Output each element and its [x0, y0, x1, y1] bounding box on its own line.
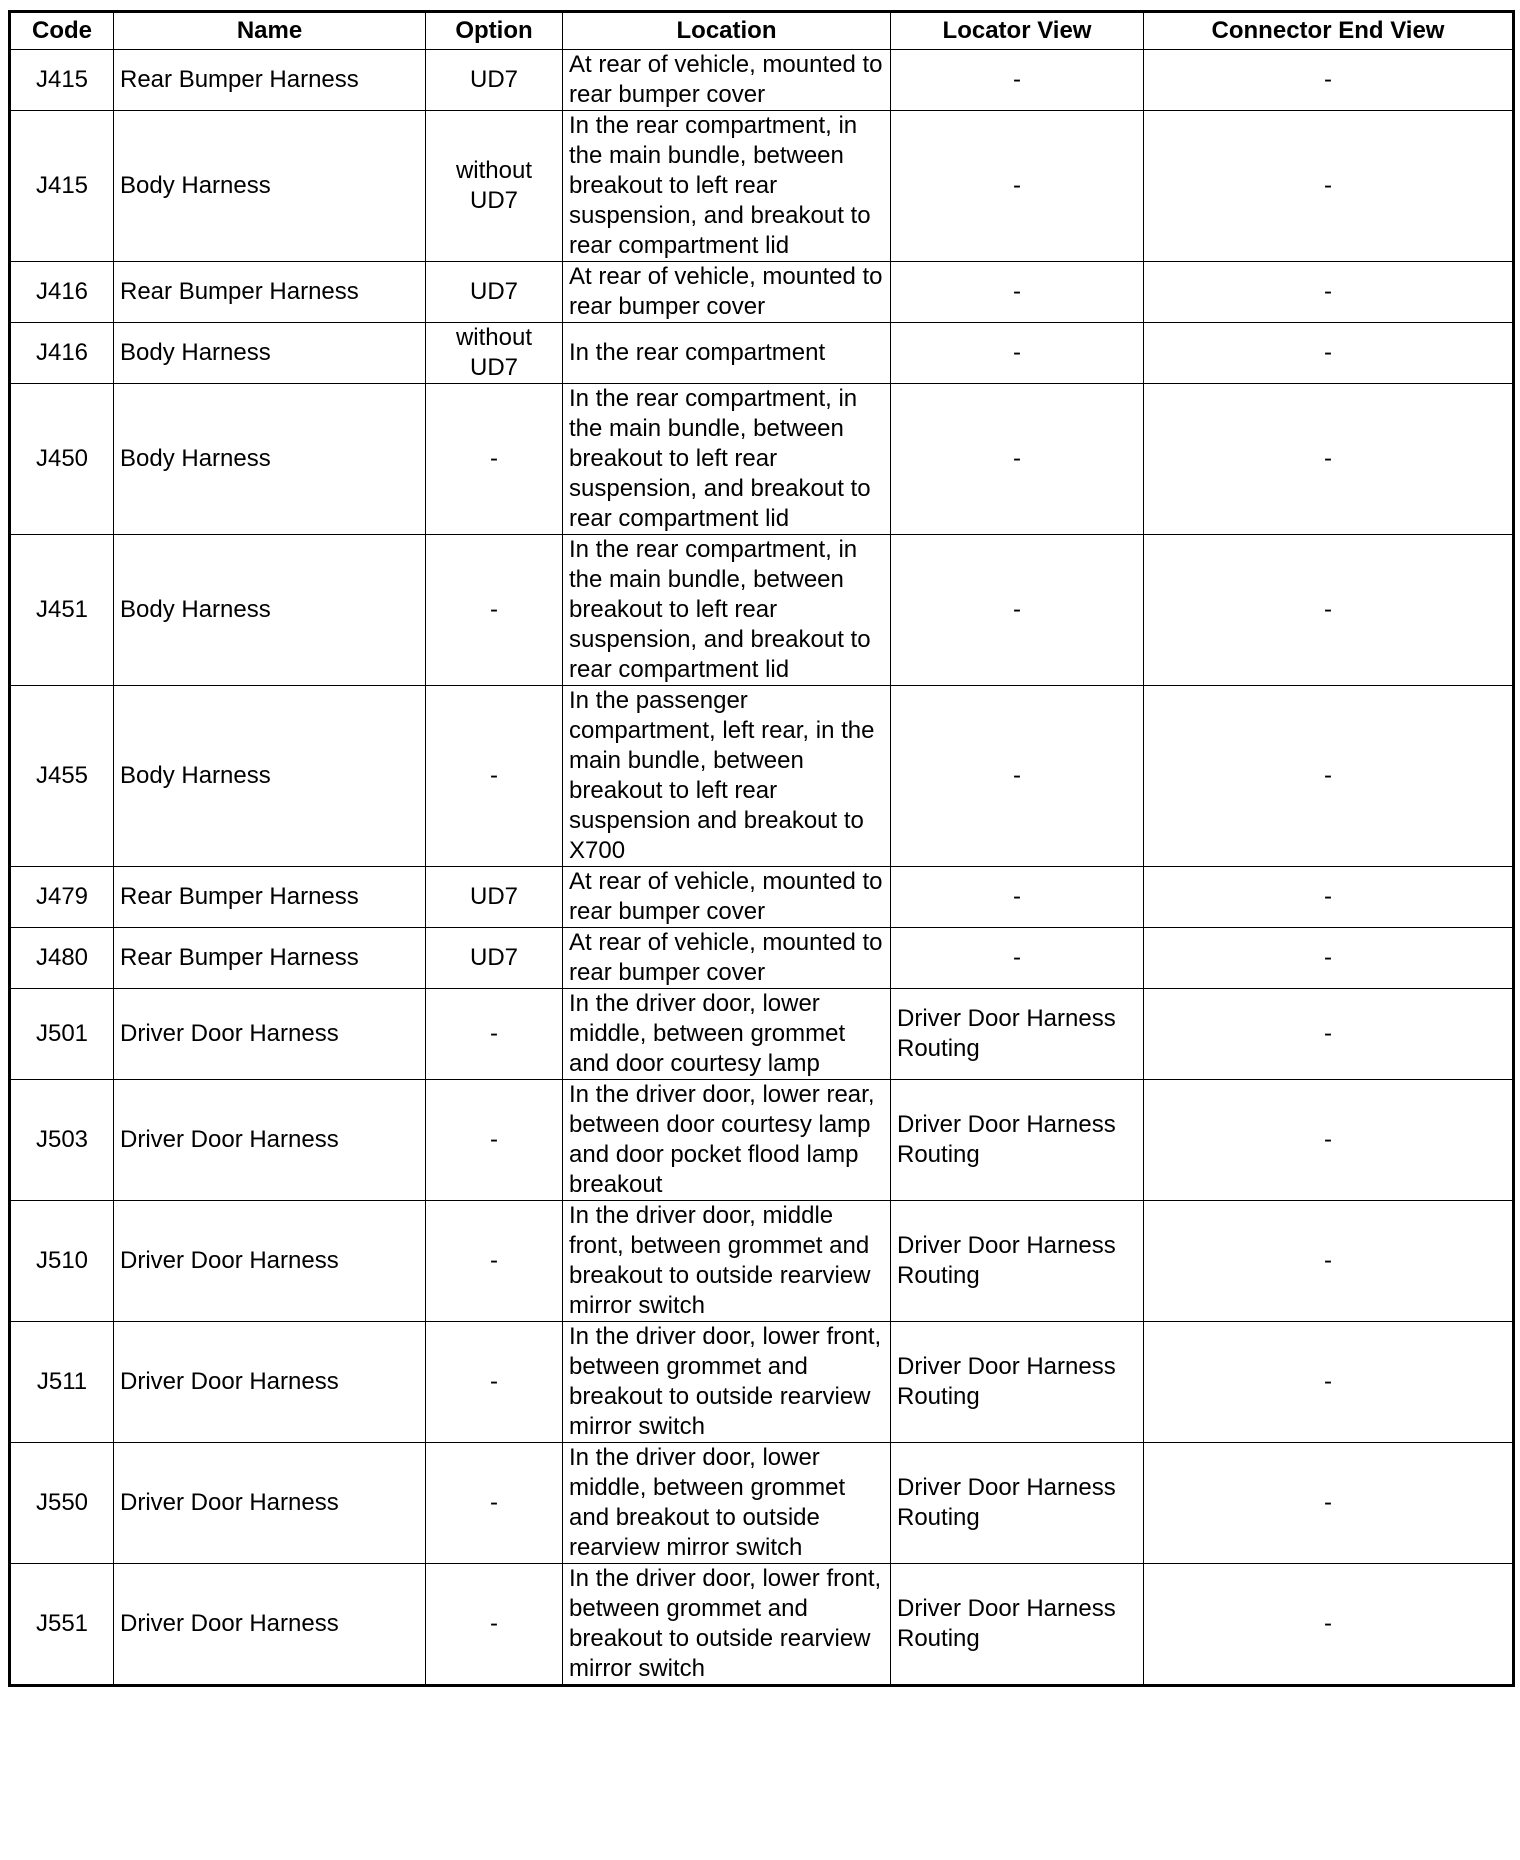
cell-location: At rear of vehicle, mounted to rear bumper cover	[563, 867, 891, 928]
cell-code: J550	[10, 1443, 114, 1564]
table-row	[10, 1201, 1514, 1322]
cell-connector-end-view: -	[1144, 262, 1514, 323]
cell-location: In the rear compartment, in the main bundle, between breakout to left rear suspension, and breakout to rear compartment lid	[563, 111, 891, 262]
cell-option: -	[426, 1322, 563, 1443]
cell-code: J450	[10, 384, 114, 535]
header-name: Name	[114, 12, 426, 50]
header-option: Option	[426, 12, 563, 50]
cell-option: UD7	[426, 928, 563, 989]
table-row	[10, 262, 1514, 323]
header-location: Location	[563, 12, 891, 50]
cell-connector-end-view: -	[1144, 989, 1514, 1080]
table-row	[10, 1564, 1514, 1686]
cell-locator-view: -	[891, 867, 1144, 928]
cell-option: -	[426, 1080, 563, 1201]
cell-locator-view: -	[891, 686, 1144, 867]
table-row	[10, 384, 1514, 535]
cell-option: -	[426, 384, 563, 535]
cell-code: J451	[10, 535, 114, 686]
header-code: Code	[10, 12, 114, 50]
cell-location: In the rear compartment	[563, 323, 891, 384]
cell-code: J511	[10, 1322, 114, 1443]
cell-connector-end-view: -	[1144, 928, 1514, 989]
header-connector-end-view: Connector End View	[1144, 12, 1514, 50]
cell-name: Rear Bumper Harness	[114, 262, 426, 323]
cell-connector-end-view: -	[1144, 384, 1514, 535]
cell-code: J480	[10, 928, 114, 989]
cell-locator-view: -	[891, 535, 1144, 686]
table-row	[10, 535, 1514, 686]
cell-locator-view: -	[891, 323, 1144, 384]
cell-code: J415	[10, 50, 114, 111]
table-row	[10, 1080, 1514, 1201]
cell-locator-view: -	[891, 928, 1144, 989]
cell-name: Rear Bumper Harness	[114, 928, 426, 989]
cell-location: In the rear compartment, in the main bundle, between breakout to left rear suspension, and breakout to rear compartment lid	[563, 384, 891, 535]
table-row	[10, 867, 1514, 928]
cell-location: In the driver door, middle front, between grommet and breakout to outside rearview mirror switch	[563, 1201, 891, 1322]
table-row	[10, 928, 1514, 989]
cell-name: Driver Door Harness	[114, 1322, 426, 1443]
cell-option: UD7	[426, 867, 563, 928]
cell-locator-view: Driver Door Harness Routing	[891, 1443, 1144, 1564]
cell-name: Body Harness	[114, 384, 426, 535]
cell-locator-view: Driver Door Harness Routing	[891, 1322, 1144, 1443]
cell-option: -	[426, 989, 563, 1080]
cell-option: without UD7	[426, 323, 563, 384]
cell-connector-end-view: -	[1144, 1322, 1514, 1443]
cell-name: Body Harness	[114, 686, 426, 867]
cell-connector-end-view: -	[1144, 686, 1514, 867]
cell-connector-end-view: -	[1144, 323, 1514, 384]
cell-locator-view: Driver Door Harness Routing	[891, 1080, 1144, 1201]
cell-name: Driver Door Harness	[114, 1564, 426, 1686]
table-row	[10, 1322, 1514, 1443]
table-body	[10, 50, 1514, 1686]
cell-locator-view: Driver Door Harness Routing	[891, 1201, 1144, 1322]
cell-code: J455	[10, 686, 114, 867]
cell-locator-view: -	[891, 384, 1144, 535]
cell-code: J415	[10, 111, 114, 262]
cell-connector-end-view: -	[1144, 535, 1514, 686]
cell-option: -	[426, 686, 563, 867]
cell-location: In the rear compartment, in the main bundle, between breakout to left rear suspension, and breakout to rear compartment lid	[563, 535, 891, 686]
cell-option: without UD7	[426, 111, 563, 262]
header-row	[10, 12, 1514, 50]
cell-location: At rear of vehicle, mounted to rear bumper cover	[563, 50, 891, 111]
table-row	[10, 323, 1514, 384]
cell-location: In the driver door, lower middle, between grommet and breakout to outside rearview mirror switch	[563, 1443, 891, 1564]
table-row	[10, 1443, 1514, 1564]
cell-code: J510	[10, 1201, 114, 1322]
cell-connector-end-view: -	[1144, 50, 1514, 111]
cell-name: Body Harness	[114, 111, 426, 262]
cell-location: At rear of vehicle, mounted to rear bumper cover	[563, 928, 891, 989]
cell-name: Driver Door Harness	[114, 1080, 426, 1201]
cell-name: Rear Bumper Harness	[114, 867, 426, 928]
cell-code: J551	[10, 1564, 114, 1686]
cell-locator-view: -	[891, 50, 1144, 111]
cell-location: In the driver door, lower front, between grommet and breakout to outside rearview mirror switch	[563, 1564, 891, 1686]
table-row	[10, 989, 1514, 1080]
cell-option: -	[426, 1564, 563, 1686]
cell-locator-view: Driver Door Harness Routing	[891, 989, 1144, 1080]
cell-connector-end-view: -	[1144, 1443, 1514, 1564]
cell-connector-end-view: -	[1144, 1201, 1514, 1322]
table-row	[10, 686, 1514, 867]
cell-option: -	[426, 535, 563, 686]
cell-name: Body Harness	[114, 323, 426, 384]
cell-option: -	[426, 1443, 563, 1564]
cell-locator-view: -	[891, 111, 1144, 262]
cell-location: In the driver door, lower rear, between door courtesy lamp and door pocket flood lamp breakout	[563, 1080, 891, 1201]
connector-table-container	[8, 10, 1512, 1687]
cell-name: Driver Door Harness	[114, 989, 426, 1080]
table-row	[10, 111, 1514, 262]
cell-name: Driver Door Harness	[114, 1443, 426, 1564]
cell-name: Body Harness	[114, 535, 426, 686]
cell-code: J416	[10, 323, 114, 384]
cell-option: UD7	[426, 262, 563, 323]
cell-code: J479	[10, 867, 114, 928]
cell-code: J501	[10, 989, 114, 1080]
table-row	[10, 50, 1514, 111]
cell-locator-view: -	[891, 262, 1144, 323]
cell-code: J503	[10, 1080, 114, 1201]
cell-connector-end-view: -	[1144, 1080, 1514, 1201]
cell-location: In the driver door, lower front, between grommet and breakout to outside rearview mirror switch	[563, 1322, 891, 1443]
cell-location: At rear of vehicle, mounted to rear bumper cover	[563, 262, 891, 323]
cell-location: In the passenger compartment, left rear, in the main bundle, between breakout to left rear suspension and breakout to X700	[563, 686, 891, 867]
cell-name: Driver Door Harness	[114, 1201, 426, 1322]
connector-table	[8, 10, 1515, 1687]
cell-name: Rear Bumper Harness	[114, 50, 426, 111]
cell-connector-end-view: -	[1144, 111, 1514, 262]
header-locator-view: Locator View	[891, 12, 1144, 50]
cell-locator-view: Driver Door Harness Routing	[891, 1564, 1144, 1686]
cell-code: J416	[10, 262, 114, 323]
cell-connector-end-view: -	[1144, 1564, 1514, 1686]
cell-location: In the driver door, lower middle, between grommet and door courtesy lamp	[563, 989, 891, 1080]
cell-option: UD7	[426, 50, 563, 111]
cell-connector-end-view: -	[1144, 867, 1514, 928]
cell-option: -	[426, 1201, 563, 1322]
